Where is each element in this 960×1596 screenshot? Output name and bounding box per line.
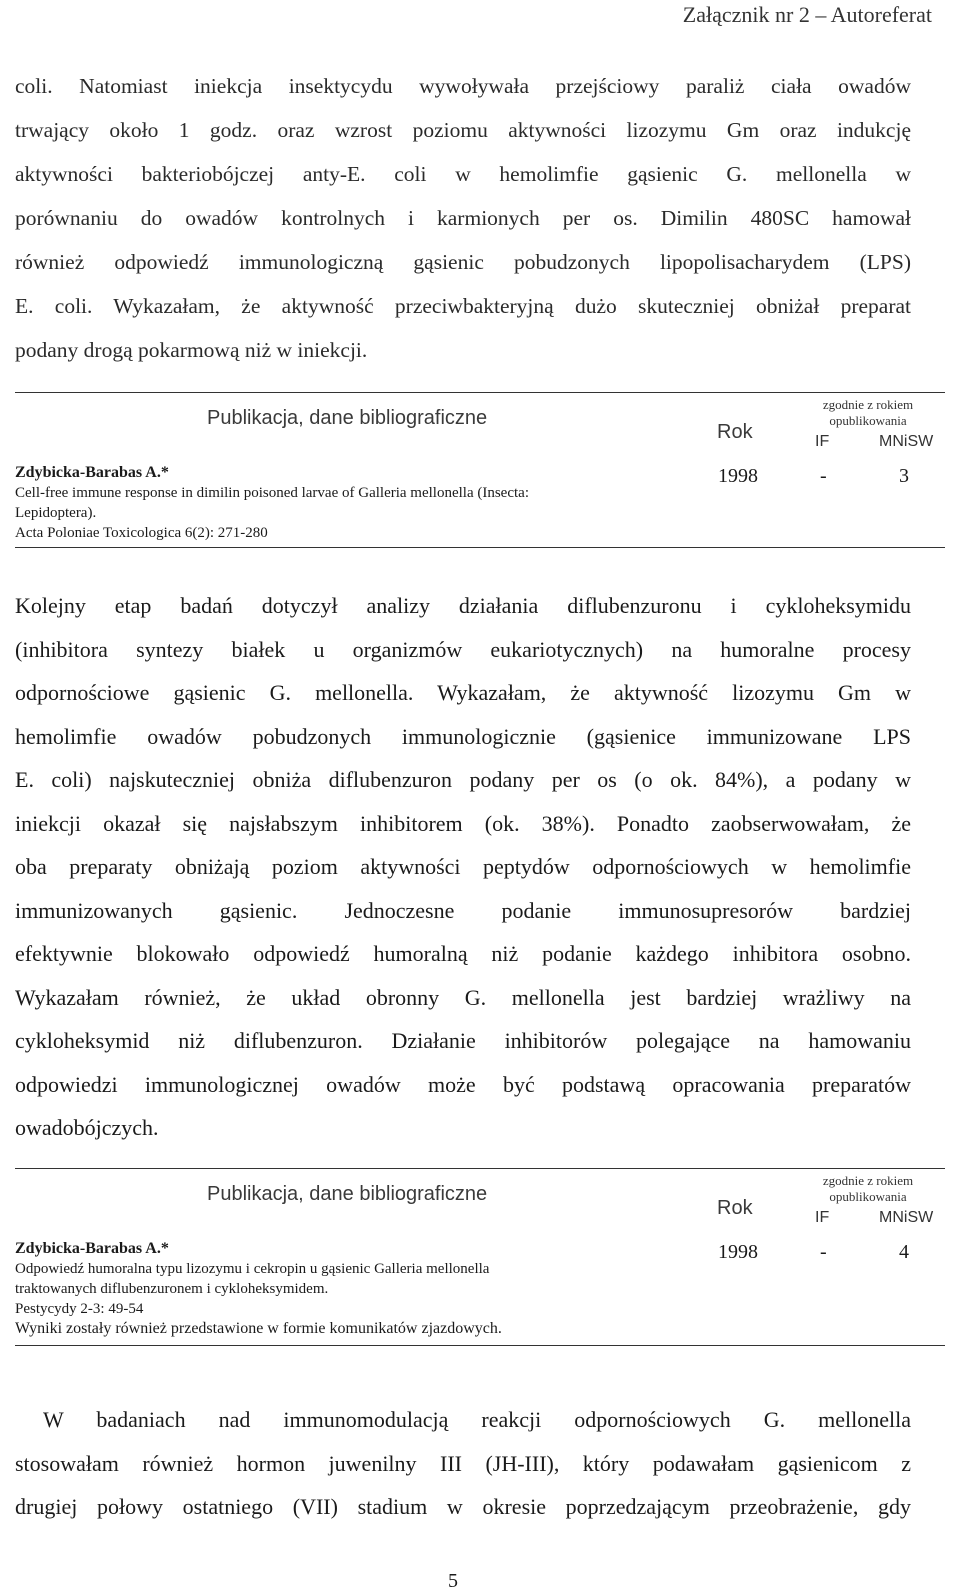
- publication-if: -: [820, 1241, 827, 1263]
- text-line: hemolimfie owadów pobudzonych immunologicznie (gąsienice immunizowane LPS: [15, 723, 911, 749]
- text-line: iniekcji okazał się najsłabszym inhibitorem (ok. 38%). Ponadto zaobserwowałam, że: [15, 810, 911, 836]
- publication-journal: Pestycydy 2-3: 49-54: [15, 1301, 144, 1317]
- publication-title: traktowanych diflubenzuronem i cykloheksymidem.: [15, 1281, 329, 1297]
- text-line: odpornościowe gąsienic G. mellonella. Wykazałam, że aktywność lizozymu Gm w: [15, 680, 911, 705]
- text-line: odpowiedzi immunologicznej owadów może być podstawą opracowania preparatów: [15, 1071, 911, 1097]
- publication-entry: [15, 1239, 945, 1345]
- if-column-header: IF: [815, 433, 830, 450]
- page-header: Załącznik nr 2 – Autoreferat: [682, 2, 932, 27]
- table-title-column: Publikacja, dane bibliograficzne: [207, 1183, 488, 1205]
- publication-points: 3: [899, 465, 909, 487]
- text-line: owadobójczych.: [15, 1115, 159, 1140]
- text-line: cykloheksymid niż diflubenzuron. Działanie inhibitorów polegające na hamowaniu: [15, 1028, 911, 1053]
- text-line: oba preparaty obniżają poziom aktywności peptydów odpornościowych w hemolimfie: [15, 854, 911, 879]
- paragraph-2: [15, 584, 911, 1150]
- publication-year: 1998: [718, 1241, 758, 1263]
- text-line: stosowałam również hormon juwenilny III (JH-III), który podawałam gąsienicom z: [15, 1450, 911, 1476]
- page-number: 5: [448, 1570, 458, 1592]
- text-line: trwający około 1 godz. oraz wzrost poziomu aktywności lizozymu Gm oraz indukcję: [15, 118, 911, 142]
- publication-points: 4: [899, 1241, 909, 1263]
- text-line: Wykazałam również, że układ obronny G. mellonella jest bardziej wrażliwy na: [15, 984, 911, 1010]
- if-column-header: IF: [815, 1209, 830, 1226]
- publication-title: Odpowiedź humoralna typu lizozymu i cekropin u gąsienic Galleria mellonella: [15, 1261, 490, 1277]
- publication-title: Lepidoptera).: [15, 505, 97, 521]
- publication-year: 1998: [718, 465, 758, 487]
- publication-note: Wyniki zostały również przedstawione w formie komunikatów zjazdowych.: [15, 1320, 502, 1337]
- text-line: immunizowanych gąsienic. Jednoczesne podanie immunosupresorów bardziej: [15, 897, 911, 923]
- year-column-header: Rok: [717, 1197, 753, 1219]
- publication-entry: [15, 463, 945, 547]
- mnisw-column-header: MNiSW: [879, 433, 934, 450]
- publication-year-note: zgodnie z rokiem opublikowania: [822, 1173, 914, 1204]
- text-line: (inhibitora syntezy białek u organizmów eukariotycznych) na humoralne procesy: [15, 636, 911, 662]
- text-line: podany drogą pokarmową niż w iniekcji.: [15, 338, 368, 362]
- paragraph-3: [15, 1398, 911, 1529]
- publication-table-2: [15, 1168, 945, 1346]
- text-line: porównaniu do owadów kontrolnych i karmionych per os. Dimilin 480SC hamował: [15, 206, 911, 230]
- text-line: E. coli. Wykazałam, że aktywność przeciwbakteryjną dużo skuteczniej obniżał preparat: [15, 294, 911, 318]
- publication-table-1: [15, 392, 945, 548]
- text-line: W badaniach nad immunomodulacją reakcji odpornościowych G. mellonella: [43, 1407, 911, 1432]
- text-line: Kolejny etap badań dotyczył analizy działania diflubenzuronu i cykloheksymidu: [15, 593, 911, 618]
- publication-authors: Zdybicka-Barabas A.*: [15, 1240, 169, 1257]
- table-title-column: Publikacja, dane bibliograficzne: [207, 407, 488, 429]
- publication-if: -: [820, 465, 827, 487]
- table-header: [15, 1169, 945, 1239]
- year-column-header: Rok: [717, 421, 753, 443]
- publication-authors: Zdybicka-Barabas A.*: [15, 464, 169, 481]
- text-line: E. coli) najskuteczniej obniża diflubenzuron podany per os (o ok. 84%), a podany w: [15, 767, 911, 792]
- table-header: [15, 393, 945, 463]
- text-line: efektywnie blokowało odpowiedź humoralną niż podanie każdego inhibitora osobno.: [15, 941, 911, 966]
- mnisw-column-header: MNiSW: [879, 1209, 934, 1226]
- text-line: aktywności bakteriobójczej anty-E. coli w hemolimfie gąsienic G. mellonella w: [15, 162, 911, 186]
- text-line: również odpowiedź immunologiczną gąsienic pobudzonych lipopolisacharydem (LPS): [15, 250, 911, 274]
- text-line: drugiej połowy ostatniego (VII) stadium w okresie poprzedzającym przeobrażenie, gdy: [15, 1494, 911, 1519]
- text-line: coli. Natomiast iniekcja insektycydu wywoływała przejściowy paraliż ciała owadów: [15, 74, 911, 98]
- paragraph-1: [15, 64, 911, 372]
- publication-title: Cell-free immune response in dimilin poisoned larvae of Galleria mellonella (Insecta:: [15, 485, 529, 501]
- publication-journal: Acta Poloniae Toxicologica 6(2): 271-280: [15, 525, 268, 541]
- publication-year-note: zgodnie z rokiem opublikowania: [822, 397, 914, 428]
